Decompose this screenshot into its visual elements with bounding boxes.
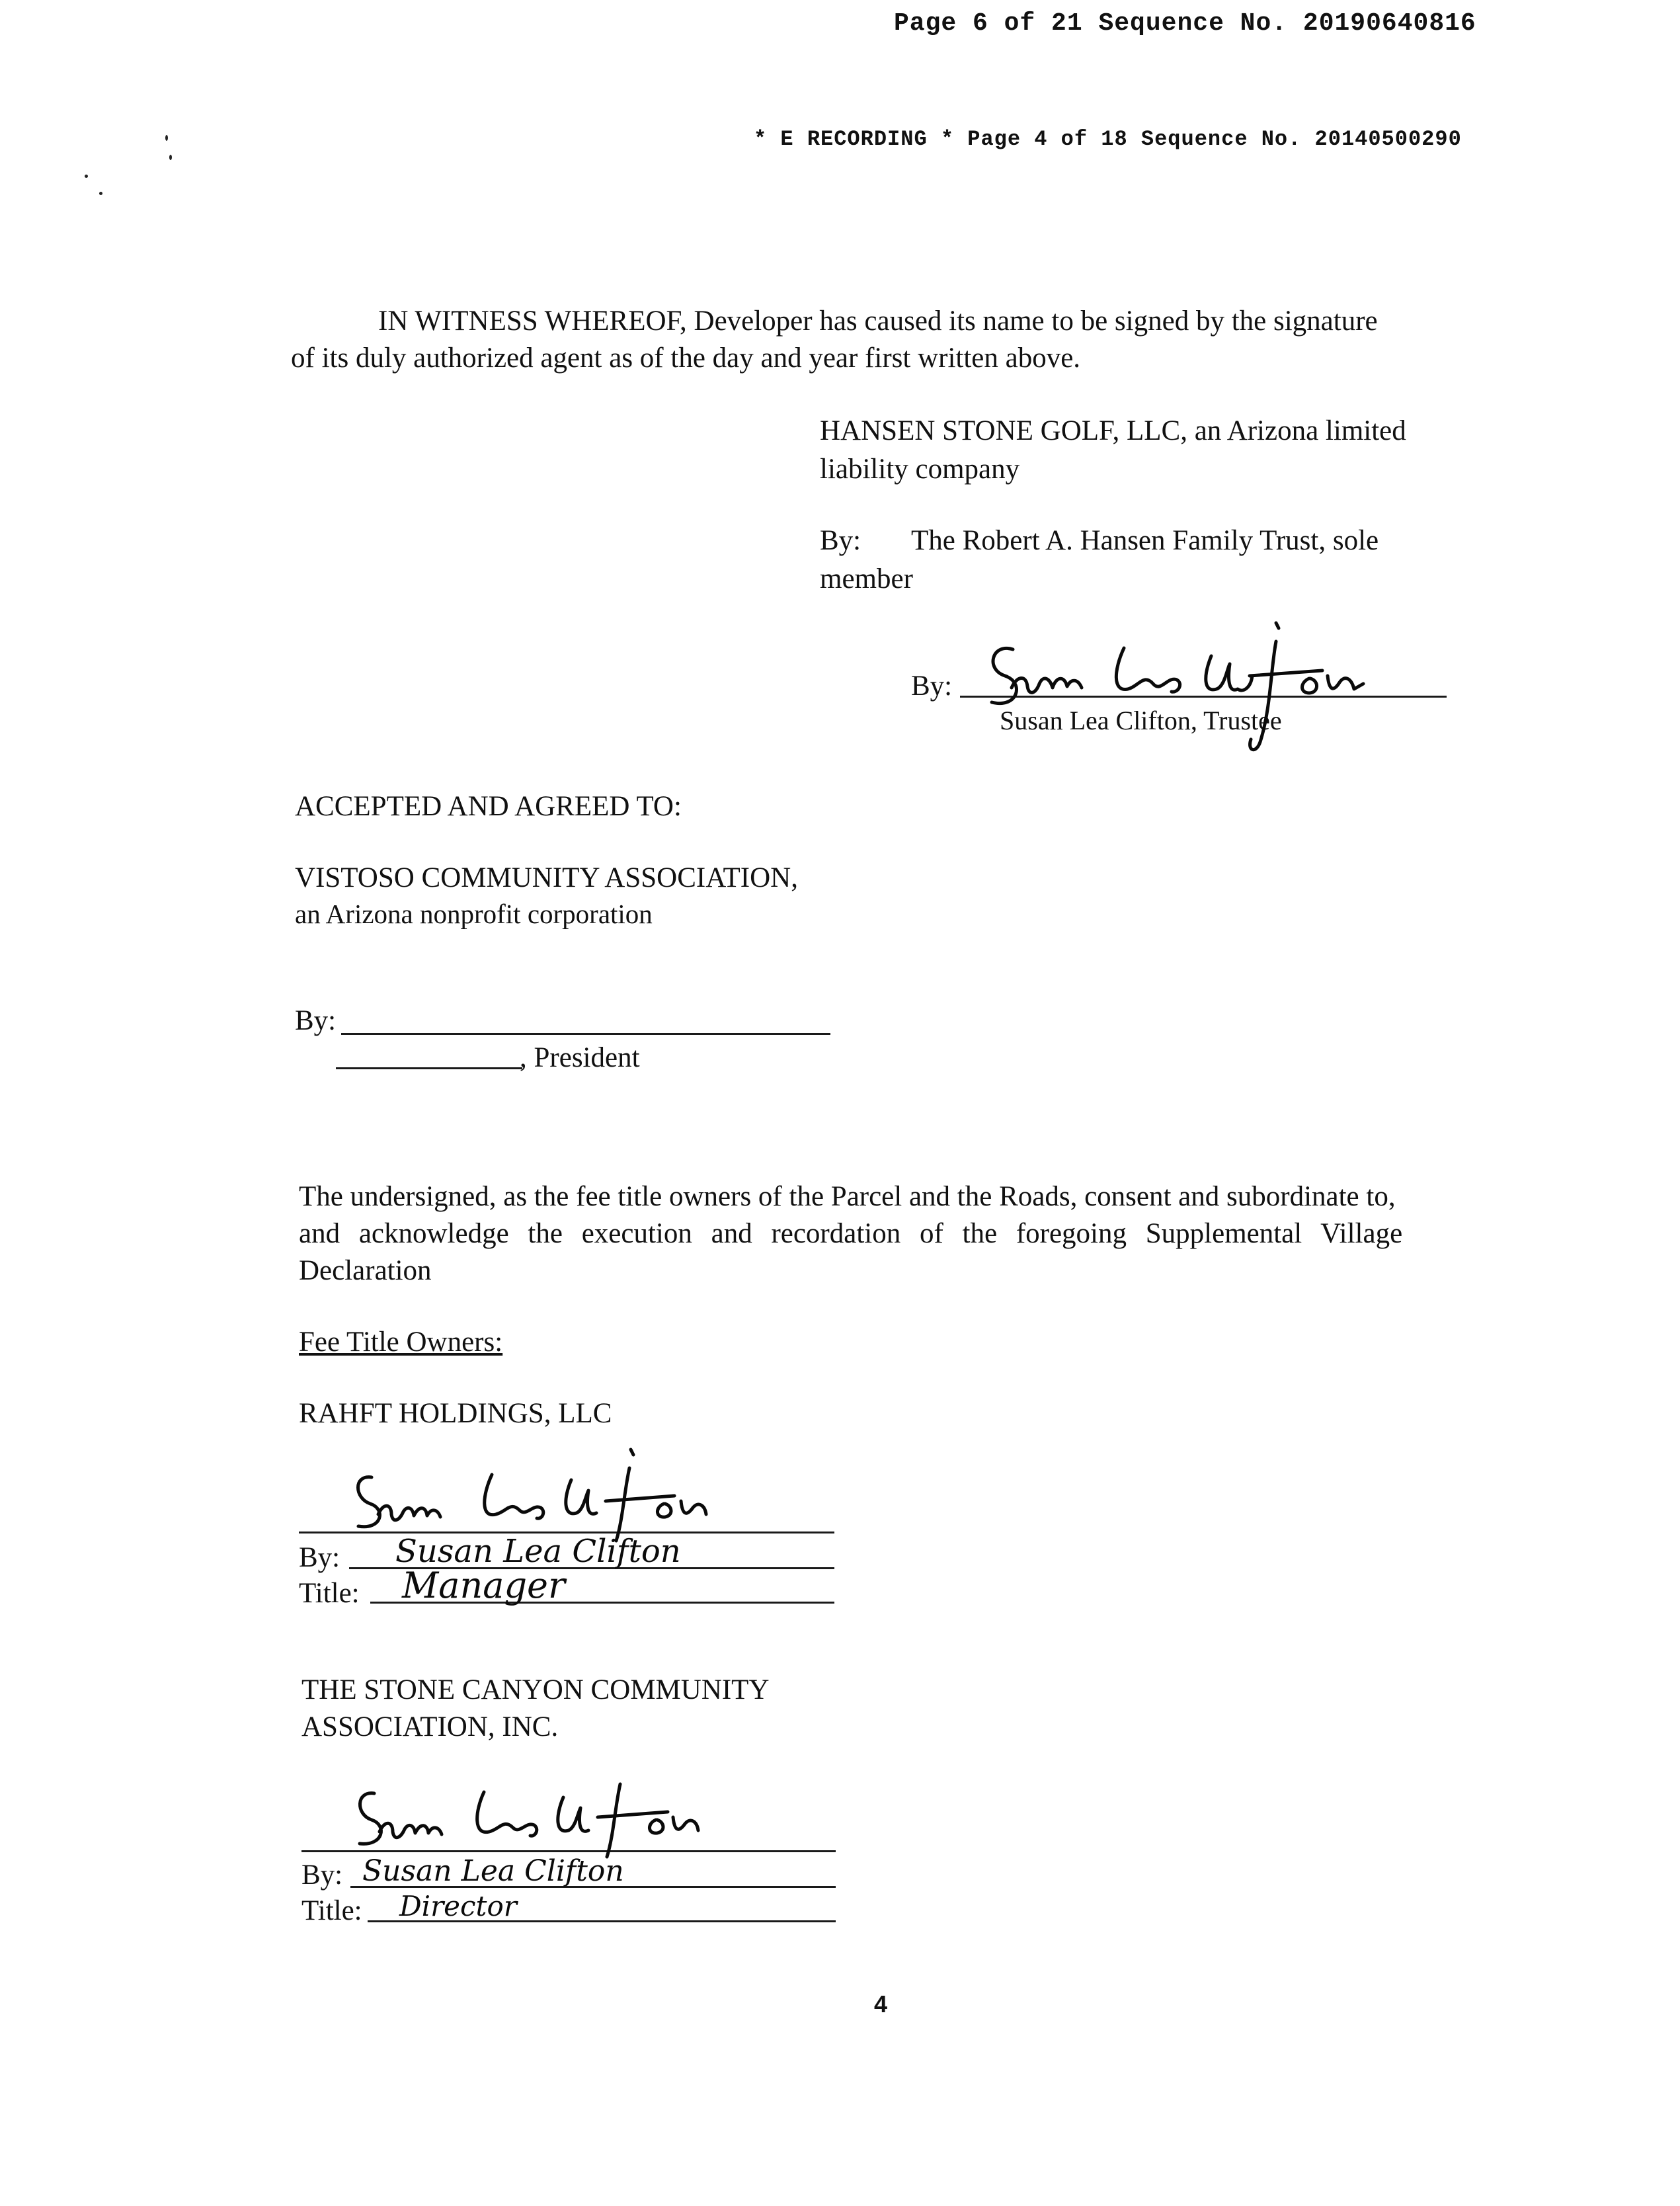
acceptance-signature-line xyxy=(341,1033,830,1035)
president-name-line xyxy=(336,1067,522,1069)
page-number: 4 xyxy=(874,1990,888,2018)
owner2-name-line-2: ASSOCIATION, INC. xyxy=(301,1711,559,1742)
developer-by-label: By: xyxy=(820,525,861,556)
developer-by-text-line-2: member xyxy=(820,563,913,594)
developer-by-text-line-1: The Robert A. Hansen Family Trust, sole xyxy=(911,525,1379,556)
owner2-by-value: Susan Lea Clifton xyxy=(362,1854,624,1888)
consent-line-1: The undersigned, as the fee title owners of the Parcel and the Roads, consent and subordinate to, xyxy=(299,1181,1396,1212)
owner1-title-value: Manager xyxy=(402,1565,565,1606)
fee-title-owners-heading: Fee Title Owners: xyxy=(299,1327,503,1358)
owner2-title-label: Title: xyxy=(301,1895,362,1926)
president-label: , President xyxy=(520,1042,640,1073)
developer-name-line-1: HANSEN STONE GOLF, LLC, an Arizona limited xyxy=(820,415,1406,446)
recording-stamp: * E RECORDING * Page 4 of 18 Sequence No. 20140500290 xyxy=(754,127,1462,151)
witness-line-2: of its duly authorized agent as of the day and year first written above. xyxy=(291,343,1081,374)
owner1-name: RAHFT HOLDINGS, LLC xyxy=(299,1398,612,1429)
consent-line-3: Declaration xyxy=(299,1255,432,1286)
developer-handwritten-signature xyxy=(965,610,1388,762)
owner1-by-label: By: xyxy=(299,1542,340,1573)
consent-line-2: and acknowledge the execution and recordation of the foregoing Supplemental Village xyxy=(299,1218,1403,1249)
owner1-title-label: Title: xyxy=(299,1578,360,1609)
acceptance-by-label: By: xyxy=(295,1005,337,1036)
owner1-by-value: Susan Lea Clifton xyxy=(395,1533,681,1570)
scan-speck xyxy=(165,135,168,141)
scan-speck xyxy=(99,192,102,195)
owner2-title-value: Director xyxy=(399,1890,517,1922)
developer-name-line-2: liability company xyxy=(820,454,1020,485)
accepted-heading: ACCEPTED AND AGREED TO: xyxy=(295,791,682,822)
developer-signer-name: Susan Lea Clifton, Trustee xyxy=(1000,706,1282,735)
developer-signature-by-label: By: xyxy=(911,671,953,702)
witness-line-1: IN WITNESS WHEREOF, Developer has caused its name to be signed by the signature xyxy=(378,306,1378,337)
scan-speck xyxy=(169,155,172,160)
association-subtitle: an Arizona nonprofit corporation xyxy=(295,899,653,929)
scan-speck xyxy=(85,175,88,178)
owner2-handwritten-signature xyxy=(344,1767,714,1866)
owner2-name-line-1: THE STONE CANYON COMMUNITY xyxy=(301,1674,770,1705)
association-name: VISTOSO COMMUNITY ASSOCIATION, xyxy=(295,862,798,893)
owner2-by-label: By: xyxy=(301,1859,343,1891)
top-page-stamp: Page 6 of 21 Sequence No. 20190640816 xyxy=(894,9,1476,38)
